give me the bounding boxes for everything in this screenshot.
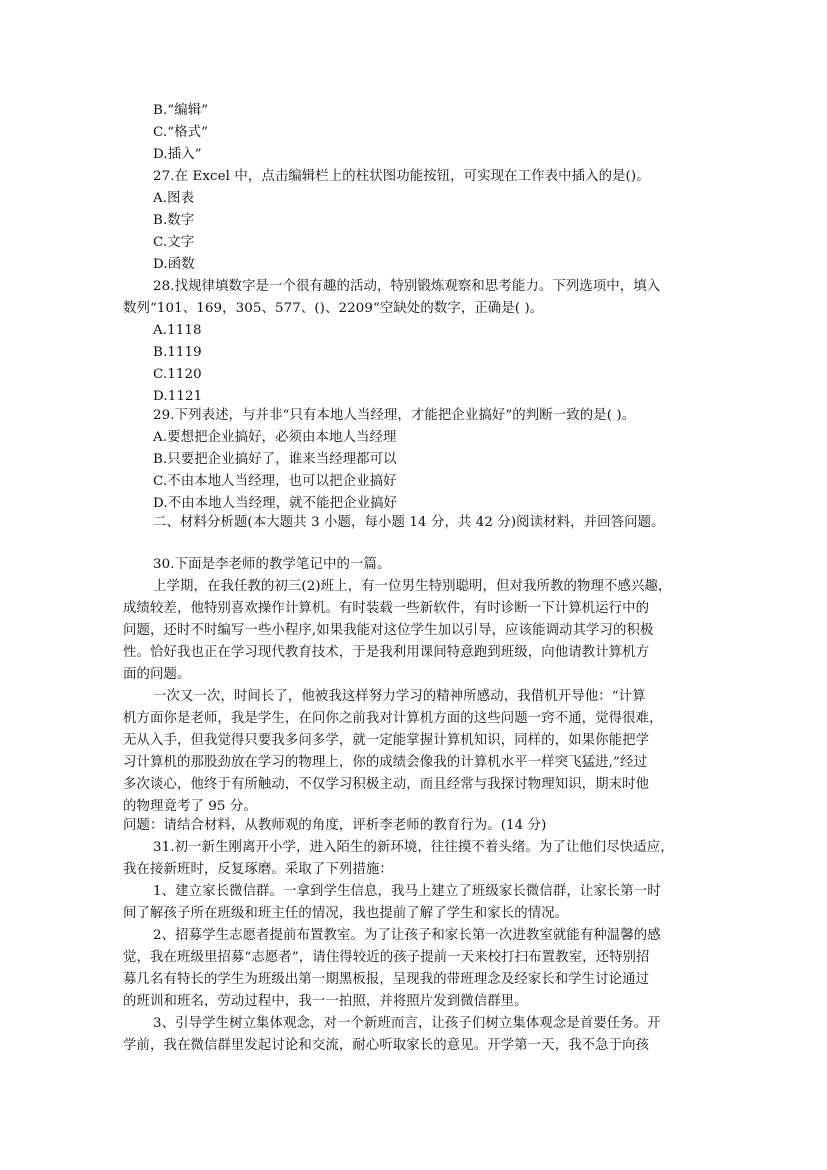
q29-option-d: D.不由本地人当经理，就不能把企业搞好 [153, 496, 398, 511]
q30-para1-line-2: 成绩较差，他特别喜欢操作计算机。有时装载一些新软件，有时诊断一下计算机运行中的 [123, 601, 650, 616]
q30-para1-line-1: 上学期，在我任教的初三(2)班上，有一位男生特别聪明，但对我所教的物理不感兴趣， [153, 579, 672, 594]
q30-title: 30.下面是李老师的教学笔记中的一篇。 [153, 557, 391, 572]
q26-option-d: D.插入” [153, 147, 202, 162]
q26-option-b: B.“编辑” [153, 103, 209, 118]
q30-para1-line-3: 问题，还时不时编写一些小程序,如果我能对这位学生加以引导，应该能调动其学习的积极 [123, 623, 654, 638]
q27-option-b: B.数字 [153, 213, 195, 228]
q31-measure3-line-2: 学前，我在微信群里发起讨论和交流，耐心听取家长的意见。开学第一天，我不急于向孩 [123, 1038, 650, 1053]
q31-measure3-line-1: 3、引导学生树立集体观念，对一个新班而言，让孩子们树立集体观念是首要任务。开 [153, 1016, 661, 1031]
q30-para2-line-1: 一次又一次，时间长了，他被我这样努力学习的精神所感动，我借机开导他：“计算 [153, 689, 646, 704]
q31-measure2-line-1: 2、招募学生志愿者提前布置教室。为了让孩子和家长第一次进教室就能有种温馨的感 [153, 928, 661, 943]
q31-measure1-line-1: 1、建立家长微信群。一拿到学生信息，我马上建立了班级家长微信群，让家长第一时 [153, 884, 661, 899]
q30-para2-line-2: 机方面你是老师，我是学生，在问你之前我对计算机方面的这些问题一窍不通，觉得很难， [123, 711, 663, 726]
q28-stem-line-2: 数列“101、169，305、577、()、2209“空缺处的数字，正确是( )。 [123, 301, 544, 316]
q28-option-d: D.1121 [153, 389, 203, 404]
section-heading: 二、材料分析题(本大题共 3 小题，每小题 14 分，共 42 分)阅读材料，并回答问题。 [153, 515, 665, 530]
q30-question: 问题：请结合材料，从教师观的角度，评析李老师的教育行为。(14 分) [123, 818, 547, 833]
q30-para1-line-5: 面的问题。 [123, 667, 191, 682]
q29-option-c: C.不由本地人当经理，也可以把企业搞好 [153, 474, 397, 489]
q27-stem: 27.在 Excel 中，点击编辑栏上的柱状图功能按钮，可实现在工作表中插入的是()。 [153, 169, 650, 184]
q30-para1-line-4: 性。恰好我也正在学习现代教育技术，于是我利用课间特意跑到班级，向他请教计算机方 [123, 645, 650, 660]
q29-stem: 29.下列表述，与并非“只有本地人当经理，才能把企业搞好”的判断一致的是( )。 [153, 408, 636, 423]
q26-option-c: C.“格式” [153, 125, 209, 140]
q31-measure2-line-2: 觉，我在班级里招募“志愿者”，请住得较近的孩子提前一天来校打扫布置教室，还特别招 [123, 950, 650, 965]
q27-option-a: A.图表 [153, 191, 195, 206]
q29-option-b: B.只要把企业搞好了，谁来当经理都可以 [153, 452, 397, 467]
q27-option-c: C.文字 [153, 235, 195, 250]
q29-option-a: A.要想把企业搞好，必须由本地人当经理 [153, 430, 397, 445]
q31-measure2-line-3: 募几名有特长的学生为班级出第一期黑板报，呈现我的带班理念及经家长和学生讨论通过 [123, 972, 650, 987]
q28-option-a: A.1118 [153, 323, 202, 338]
q31-intro-line-1: 31.初一新生刚离开小学，进入陌生的新环境，往往摸不着头绪。为了让他们尽快适应， [153, 840, 674, 855]
q31-measure2-line-4: 的班训和班名，劳动过程中，我一一拍照，并将照片发到微信群里。 [123, 994, 528, 1009]
q30-para2-line-3: 无从入手，但我觉得只要我多问多学，就一定能掌握计算机知识，同样的，如果你能把学 [123, 733, 650, 748]
q30-para2-line-5: 多次谈心，他终于有所触动，不仅学习积极主动，而且经常与我探讨物理知识，期末时他 [123, 777, 650, 792]
q30-para2-line-6: 的物理竟考了 95 分。 [123, 799, 257, 814]
q28-option-c: C.1120 [153, 367, 202, 382]
q30-para2-line-4: 习计算机的那股劲放在学习的物理上，你的成绩会像我的计算机水平一样突飞猛进,”经过 [123, 755, 647, 770]
q28-option-b: B.1119 [153, 345, 202, 360]
q27-option-d: D.函数 [153, 257, 195, 272]
q31-measure1-line-2: 间了解孩子所在班级和班主任的情况，我也提前了解了学生和家长的情况。 [123, 906, 569, 921]
q31-intro-line-2: 我在接新班时，反复琢磨。采取了下列措施： [123, 862, 393, 877]
q28-stem-line-1: 28.找规律填数字是一个很有趣的活动，特别锻炼观察和思考能力。下列选项中，填入 [153, 279, 661, 294]
